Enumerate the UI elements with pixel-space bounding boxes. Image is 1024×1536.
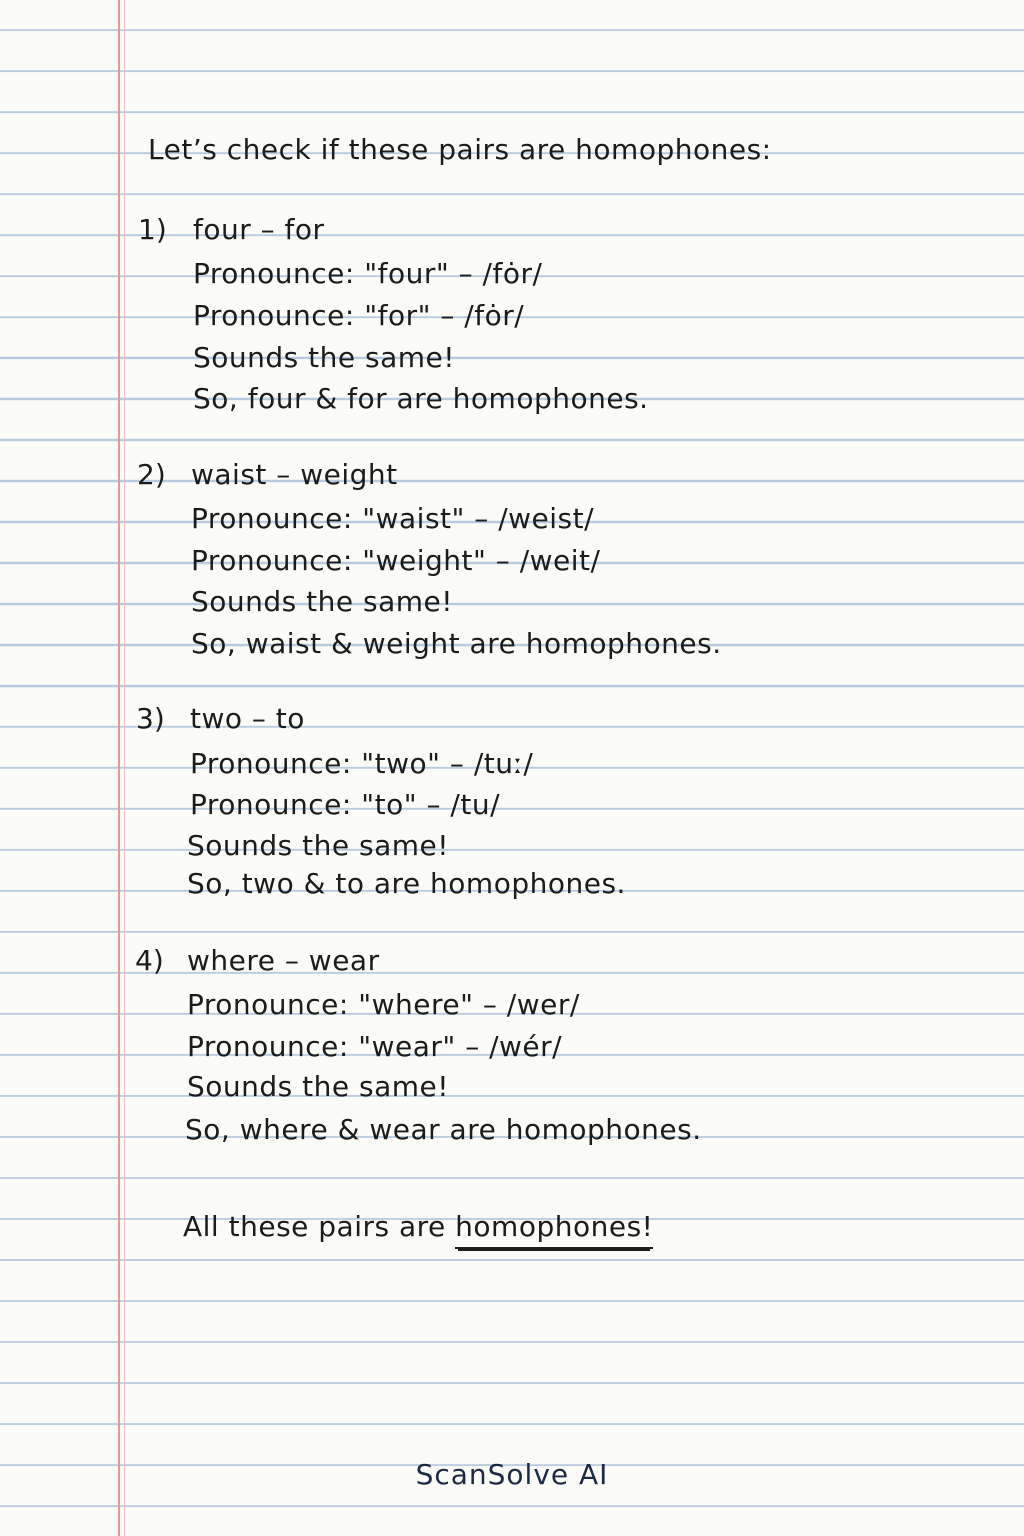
item-pronunciation-1: Pronounce: "waist" – /weist/ — [191, 502, 595, 535]
margin-line — [118, 0, 120, 1536]
item-pronunciation-1: Pronounce: "two" – /tuː/ — [190, 747, 534, 780]
item-conclusion: So, where & wear are homophones. — [185, 1113, 702, 1146]
item-pronunciation-2: Pronounce: "for" – /fȯr/ — [193, 299, 525, 332]
item-number: 4) — [135, 944, 164, 977]
item-conclusion: So, waist & weight are homophones. — [191, 627, 722, 660]
item-pair: four – for — [193, 213, 325, 246]
summary-text: All these pairs are — [183, 1210, 456, 1243]
item-pronunciation-2: Pronounce: "to" – /tu/ — [190, 788, 501, 821]
item-pair: waist – weight — [191, 458, 398, 491]
summary-emphasis: homophones! — [455, 1209, 653, 1249]
item-conclusion: So, two & to are homophones. — [187, 867, 626, 900]
item-conclusion: So, four & for are homophones. — [193, 382, 649, 415]
item-sounds-same: Sounds the same! — [193, 341, 455, 374]
item-pronunciation-1: Pronounce: "where" – /wer/ — [187, 988, 580, 1021]
item-pair: two – to — [190, 702, 305, 735]
footer-brand: ScanSolve AI — [415, 1458, 609, 1491]
item-sounds-same: Sounds the same! — [187, 1070, 449, 1103]
item-pronunciation-2: Pronounce: "wear" – /wér/ — [187, 1030, 563, 1063]
item-number: 3) — [136, 702, 165, 735]
summary-line — [183, 1209, 653, 1249]
page-heading: Let’s check if these pairs are homophones: — [148, 133, 772, 166]
item-number: 1) — [138, 213, 167, 246]
item-sounds-same: Sounds the same! — [191, 585, 453, 618]
item-sounds-same: Sounds the same! — [187, 829, 449, 862]
item-pronunciation-1: Pronounce: "four" – /fȯr/ — [193, 257, 543, 290]
item-number: 2) — [137, 458, 166, 491]
item-pronunciation-2: Pronounce: "weight" – /weit/ — [191, 544, 601, 577]
item-pair: where – wear — [187, 944, 380, 977]
margin-line-secondary — [124, 0, 125, 1536]
